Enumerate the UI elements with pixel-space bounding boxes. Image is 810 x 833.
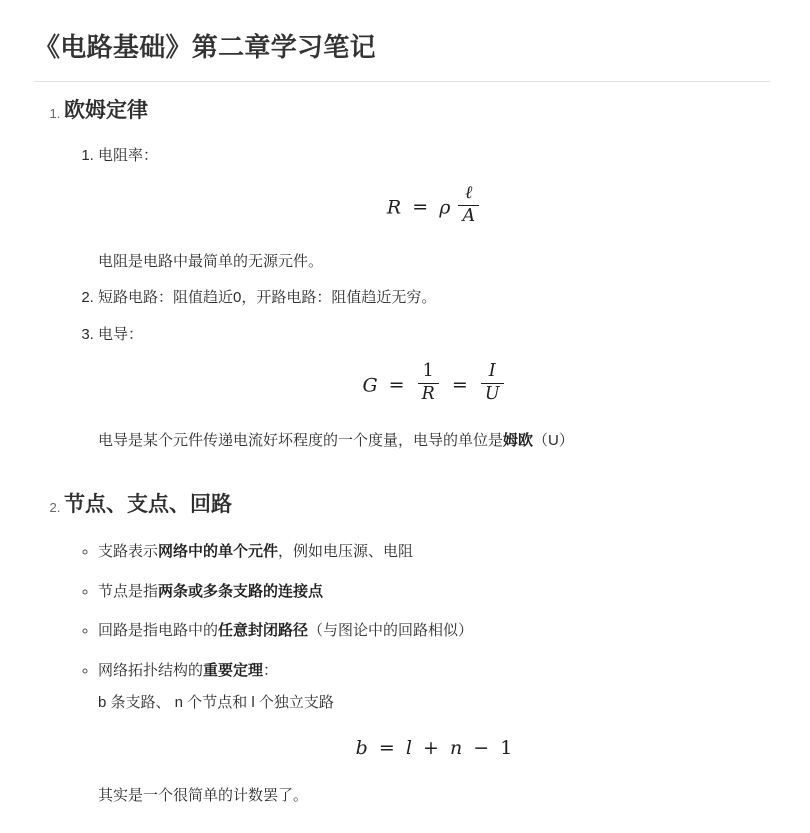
list-item-label: 电阻率： xyxy=(98,147,159,165)
section-body xyxy=(64,539,770,809)
section-item-nodes-branches-loops xyxy=(64,490,770,810)
formula-lhs: b xyxy=(355,737,368,759)
resistivity-note: 电阻是电路中最简单的无源元件。 xyxy=(98,253,324,271)
bullet-text-post: ，例如电压源、电阻 xyxy=(278,543,414,560)
formula-equals: = xyxy=(378,737,395,759)
conductance-note-pre: 电导是某个元件传递电流好坏程度的一个度量，电导的单位是 xyxy=(98,431,504,449)
conductance-note-post: （U） xyxy=(533,431,574,449)
formula-numerator-2: I xyxy=(488,361,496,382)
formula-denominator: A xyxy=(458,205,479,228)
formula-term-3: 1 xyxy=(500,737,513,759)
formula-fraction-2 xyxy=(481,361,504,406)
formula-minus: − xyxy=(473,737,490,759)
formula-numerator-1: 1 xyxy=(422,361,434,382)
bullet-text-bold: 任意封闭路径 xyxy=(218,622,309,639)
theorem-variables-note: b 条支路、 n 个节点和 l 个独立支路 xyxy=(98,694,334,711)
formula-rho: ρ xyxy=(439,196,451,219)
formula-denominator-1: R xyxy=(418,383,439,406)
section-list xyxy=(34,96,770,809)
bullet-text-pre: 网络拓扑结构的 xyxy=(98,661,204,679)
section-item-ohms-law xyxy=(64,96,770,454)
formula-denominator-2: U xyxy=(481,383,504,406)
bullet-text-post: ： xyxy=(263,661,279,679)
list-item-conductance xyxy=(98,322,770,454)
formula-lhs: G xyxy=(362,374,378,397)
section-heading: 欧姆定律 xyxy=(64,99,148,123)
bullet-text-post: （与图论中的回路相似） xyxy=(308,622,474,639)
formula-equals: = xyxy=(412,196,429,219)
bullet-text-bold: 网络中的单个元件 xyxy=(158,543,279,560)
formula-lhs: R xyxy=(386,196,402,219)
bullet-text-pre: 支路表示 xyxy=(98,543,159,560)
formula-fraction-1 xyxy=(418,361,439,406)
page-title: 《电路基础》第二章学习笔记 xyxy=(34,30,770,82)
list-item-label: 短路电路：阻值趋近0，开路电路：阻值趋近无穷。 xyxy=(98,289,437,307)
list-item-branch xyxy=(98,539,770,565)
section-body xyxy=(64,143,770,453)
conductance-note-bold: 姆欧 xyxy=(503,431,534,449)
bullet-text-bold: 重要定理 xyxy=(203,661,264,679)
formula-plus: + xyxy=(422,737,439,759)
list-item-label: 电导： xyxy=(98,325,144,343)
list-item-short-open-circuit xyxy=(98,285,770,311)
formula-equals-1: = xyxy=(388,374,405,397)
formula-numerator: ℓ xyxy=(465,182,473,203)
formula-topology xyxy=(98,732,770,764)
bullet-text-pre: 节点是指 xyxy=(98,582,159,600)
conductance-note xyxy=(98,427,770,454)
list-item-resistivity xyxy=(98,143,770,275)
theorem-closing-note: 其实是一个很简单的计数罢了。 xyxy=(98,787,309,805)
list-item-loop xyxy=(98,618,770,644)
section-spacer xyxy=(64,464,770,490)
formula-equals-2: = xyxy=(451,374,468,397)
topology-bullet-list xyxy=(64,539,770,809)
formula-conductance xyxy=(98,361,770,409)
bullet-text-bold: 两条或多条支路的连接点 xyxy=(158,582,324,600)
formula-term-1: l xyxy=(405,737,412,759)
formula-fraction xyxy=(458,183,479,228)
section-heading: 节点、支点、回路 xyxy=(64,492,232,516)
bullet-text-pre: 回路是指电路中的 xyxy=(98,622,219,639)
list-item-node xyxy=(98,579,770,605)
formula-resistivity xyxy=(98,182,770,231)
formula-term-2: n xyxy=(449,737,463,759)
list-item-topology-theorem xyxy=(98,658,770,810)
ohms-law-sublist xyxy=(64,143,770,453)
